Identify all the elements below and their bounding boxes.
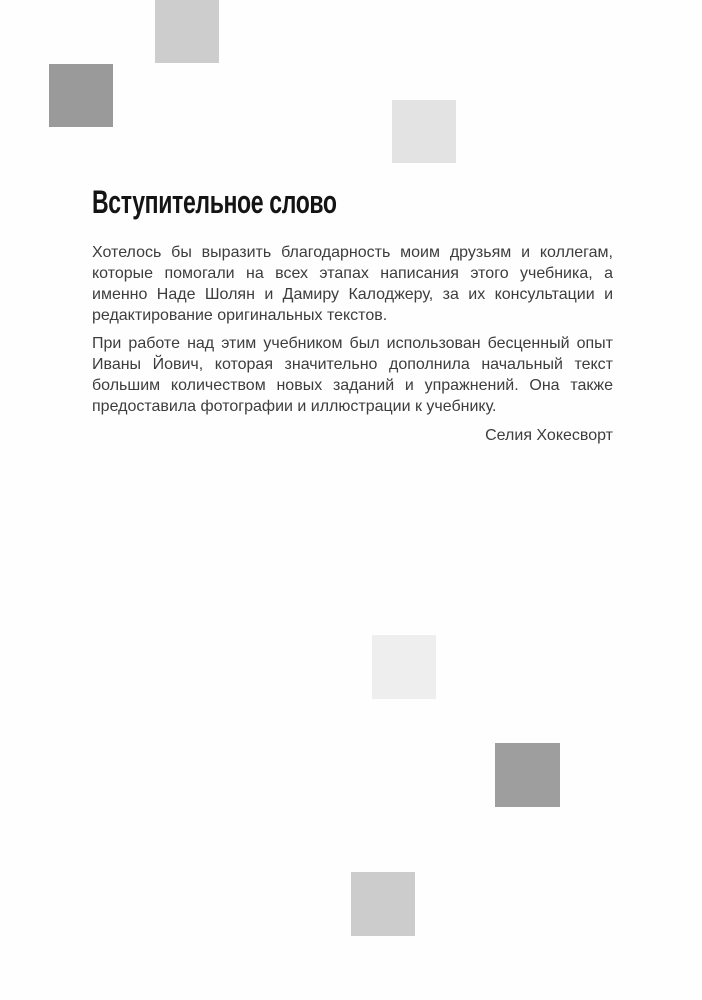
decor-square: [392, 100, 456, 163]
body-text: [92, 242, 613, 417]
preface-content: [92, 186, 613, 446]
author-signature: Селия Хокесворт: [485, 427, 613, 444]
decor-square: [495, 743, 560, 807]
decor-square: [49, 64, 113, 127]
decor-square: [155, 0, 219, 63]
paragraph-acknowledgement: Хотелось бы выразить благодарность моим друзьям и коллегам, которые помогали на всех этапах написания этого учебника, а именно Наде Шолян и Дамиру Калоджеру, за их консультации и редактирование оригинальных текстов.: [92, 244, 613, 324]
decor-square: [372, 635, 436, 699]
page-title: Вступительное слово: [92, 184, 337, 220]
decor-square: [351, 872, 415, 936]
paragraph-contribution: При работе над этим учебником был использован бесценный опыт Иваны Йович, которая значительно дополнила начальный текст большим количеством новых заданий и упражнений. Она также предоставила фотографии и иллюстрации к учебнику.: [92, 335, 613, 415]
